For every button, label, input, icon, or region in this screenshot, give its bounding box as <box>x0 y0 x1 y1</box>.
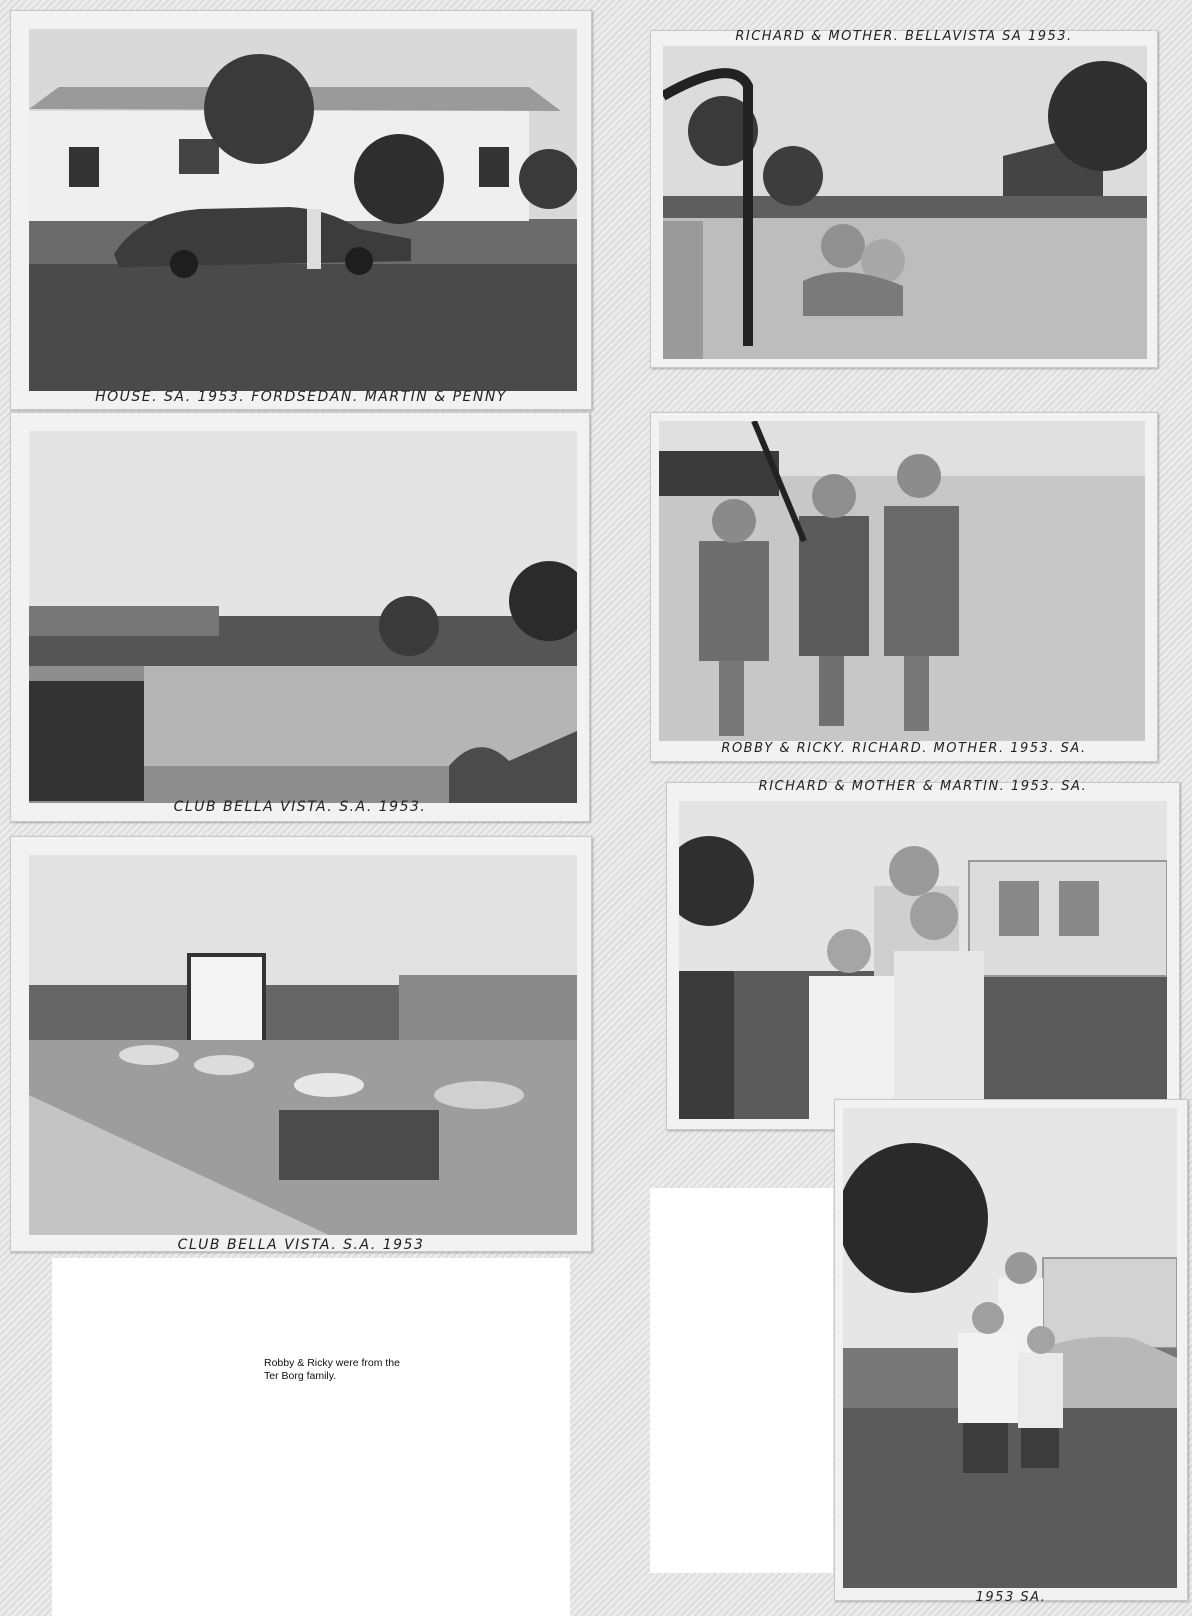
photo-caption: HOUSE. SA. 1953. FORDSEDAN. MARTIN & PENNY <box>95 389 507 405</box>
photo-card-house <box>10 10 592 410</box>
photo-pool-richard-mother <box>663 46 1147 359</box>
photo-club-terrace <box>29 855 577 1235</box>
photo-street-family <box>679 801 1167 1119</box>
photo-card-pool-richard-mother <box>650 30 1158 368</box>
blank-placeholder <box>650 1188 833 1573</box>
photo-caption: RICHARD & MOTHER. BELLAVISTA SA 1953. <box>735 29 1073 44</box>
photo-house <box>29 29 577 391</box>
photo-card-street-family <box>666 779 1180 1130</box>
photo-caption: 1953 SA. <box>975 1590 1047 1605</box>
photo-beach-kids <box>659 421 1145 741</box>
photo-caption: CLUB BELLA VISTA. S.A. 1953 <box>177 1237 425 1253</box>
note-panel <box>52 1258 570 1616</box>
note-text <box>264 1357 400 1383</box>
photo-caption: ROBBY & RICKY. RICHARD. MOTHER. 1953. SA. <box>721 741 1087 756</box>
photo-club-pool <box>29 431 577 803</box>
note-line-2: Ter Borg family. <box>264 1370 337 1382</box>
photo-card-club-terrace <box>10 836 592 1252</box>
photo-caption: RICHARD & MOTHER & MARTIN. 1953. SA. <box>758 779 1088 794</box>
note-line-1: Robby & Ricky were from the <box>264 1357 400 1369</box>
photo-caption: CLUB BELLA VISTA. S.A. 1953. <box>173 799 427 815</box>
photo-card-beach-kids <box>650 412 1158 762</box>
photo-card-street-boys <box>834 1099 1188 1605</box>
photo-card-club-pool <box>10 412 590 822</box>
photo-street-boys <box>843 1108 1177 1588</box>
